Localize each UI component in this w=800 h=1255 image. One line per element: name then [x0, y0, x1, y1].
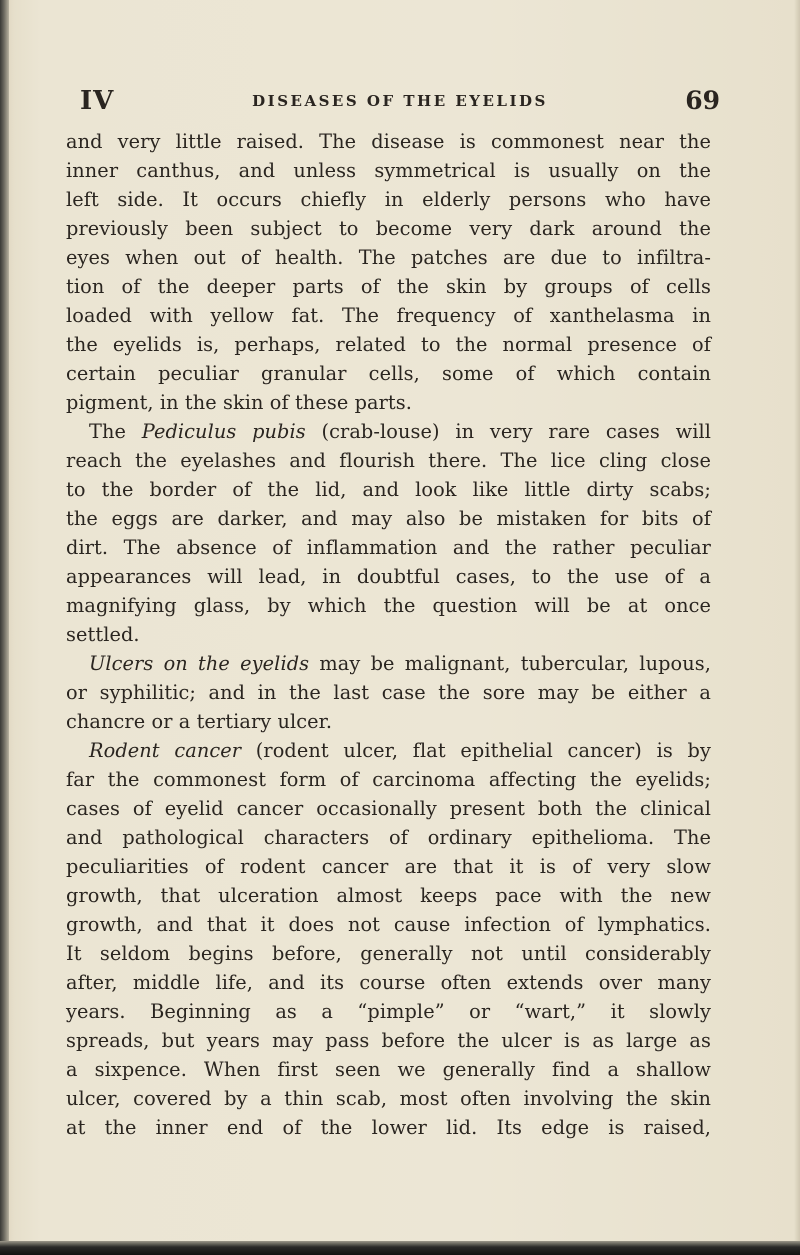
text-run: It seldom begins before, generally not until considerably: [66, 942, 711, 965]
italic-term: Rodent cancer: [89, 739, 242, 762]
book-spine-shadow: [0, 0, 9, 1255]
text-line: [66, 736, 711, 765]
text-run: or syphilitic; and in the last case the sore may be either a: [66, 681, 711, 704]
text-line: [66, 330, 711, 359]
text-run: ulcer, covered by a thin scab, most often involving the skin: [66, 1087, 711, 1110]
text-run: reach the eyelashes and flourish there. The lice cling close: [66, 449, 711, 472]
text-run: and pathological characters of ordinary epithelioma. The: [66, 826, 711, 849]
text-line: [66, 185, 711, 214]
text-run: dirt. The absence of inflammation and the rather peculiar: [66, 536, 711, 559]
text-line: [66, 997, 711, 1026]
text-run: to the border of the lid, and look like little dirty scabs;: [66, 478, 711, 501]
text-line: [66, 649, 711, 678]
body-text: [66, 127, 711, 1142]
text-line: [66, 359, 711, 388]
text-run: certain peculiar granular cells, some of which contain: [66, 362, 711, 385]
text-line: [66, 794, 711, 823]
text-line: [66, 707, 711, 736]
text-line: [66, 968, 711, 997]
text-line: [66, 1026, 711, 1055]
text-run: pigment, in the skin of these parts.: [66, 391, 412, 414]
text-line: [66, 388, 711, 417]
text-line: [66, 301, 711, 330]
text-run: (rodent ulcer, flat epithelial cancer) is by: [241, 739, 711, 762]
text-line: [66, 881, 711, 910]
text-run: inner canthus, and unless symmetrical is usually on the: [66, 159, 711, 182]
text-run: settled.: [66, 623, 140, 646]
text-run: growth, and that it does not cause infection of lymphatics.: [66, 913, 711, 936]
text-line: [66, 1084, 711, 1113]
text-run: tion of the deeper parts of the skin by groups of cells: [66, 275, 711, 298]
text-run: and very little raised. The disease is commonest near the: [66, 130, 711, 153]
chapter-number: IV: [80, 86, 115, 116]
text-line: [66, 852, 711, 881]
text-line: [66, 939, 711, 968]
text-line: [66, 765, 711, 794]
text-run: previously been subject to become very dark around the: [66, 217, 711, 240]
text-line: [66, 475, 711, 504]
text-run: magnifying glass, by which the question will be at once: [66, 594, 711, 617]
text-line: [66, 214, 711, 243]
text-run: after, middle life, and its course often extends over many: [66, 971, 711, 994]
text-run: peculiarities of rodent cancer are that it is of very slow: [66, 855, 711, 878]
scan-bottom-edge: [0, 1241, 800, 1255]
text-run: loaded with yellow fat. The frequency of xanthelasma in: [66, 304, 711, 327]
text-run: years. Beginning as a “pimple” or “wart,” it slowly: [66, 1000, 711, 1023]
text-line: [66, 272, 711, 301]
italic-term: Pediculus pubis: [141, 420, 306, 443]
text-run: the eggs are darker, and may also be mistaken for bits of: [66, 507, 711, 530]
text-line: [66, 620, 711, 649]
text-run: may be malignant, tubercular, lupous,: [309, 652, 711, 675]
text-line: [66, 1055, 711, 1084]
text-run: at the inner end of the lower lid. Its edge is raised,: [66, 1116, 711, 1139]
text-line: [66, 591, 711, 620]
text-run: a sixpence. When first seen we generally find a shallow: [66, 1058, 711, 1081]
text-run: (crab-louse) in very rare cases will: [305, 420, 711, 443]
text-line: [66, 1113, 711, 1142]
running-title: DISEASES OF THE EYELIDS: [252, 92, 548, 110]
text-line: [66, 823, 711, 852]
text-run: left side. It occurs chiefly in elderly persons who have: [66, 188, 711, 211]
text-line: [66, 910, 711, 939]
text-line: [66, 446, 711, 475]
text-line: [66, 156, 711, 185]
text-run: growth, that ulceration almost keeps pace with the new: [66, 884, 711, 907]
text-line: [66, 127, 711, 156]
text-run: the eyelids is, perhaps, related to the normal presence of: [66, 333, 711, 356]
page-number: 69: [685, 86, 720, 115]
text-line: [66, 533, 711, 562]
text-line: [66, 504, 711, 533]
text-run: far the commonest form of carcinoma affecting the eyelids;: [66, 768, 711, 791]
text-run: cases of eyelid cancer occasionally present both the clinical: [66, 797, 711, 820]
italic-term: Ulcers on the eyelids: [89, 652, 310, 675]
text-line: [66, 417, 711, 446]
text-line: [66, 562, 711, 591]
text-line: [66, 243, 711, 272]
text-run: appearances will lead, in doubtful cases, to the use of a: [66, 565, 711, 588]
running-header: [80, 86, 720, 116]
page-edge: [794, 0, 800, 1255]
text-run: eyes when out of health. The patches are due to infiltra-: [66, 246, 711, 269]
text-run: The: [89, 420, 142, 443]
text-run: chancre or a tertiary ulcer.: [66, 710, 333, 733]
text-run: spreads, but years may pass before the ulcer is as large as: [66, 1029, 711, 1052]
text-line: [66, 678, 711, 707]
